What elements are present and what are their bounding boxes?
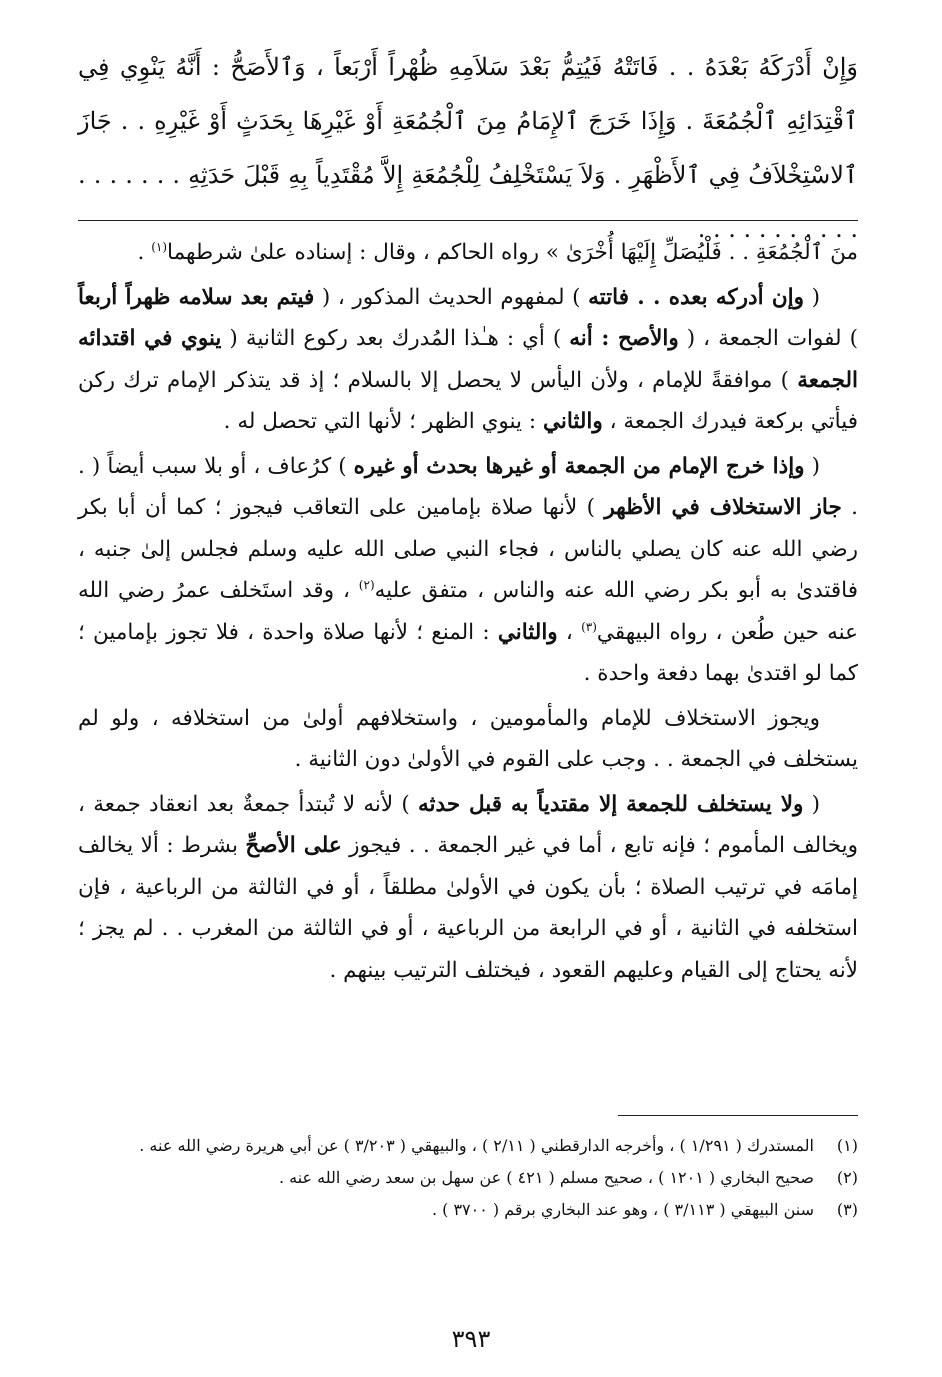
matn-divider — [78, 220, 858, 221]
footnote-3 — [78, 1194, 858, 1226]
matn-quote: على الأصحِّ — [245, 833, 342, 858]
matn-quote: جاز الاستخلاف في الأظهر — [604, 495, 842, 520]
commentary-text: ) لأنه لا تُبتدأ جمعةٌ بعد انعقاد جمعة ، ويخالف المأموم ؛ فإنه تابع ، أما في غير الجمعة . . فيجوز — [78, 791, 858, 858]
commentary-text: ) لفوات الجمعة ، ( — [678, 326, 858, 351]
matn-text: وَإِنْ أَدْرَكَهُ بَعْدَهُ . . فَاتَتْهُ فَيُتِمُّ بَعْدَ سَلاَمِهِ ظُهْراً أَرْبَعاً ، وَٱلأَصَحُّ : أَنَّهُ يَنْوِي فِي ٱقْتِدَائِهِ ٱلْجُمُعَةَ . وَإِذَا خَرَجَ ٱلإِمَامُ مِنَ ٱلْجُمُعَةِ أَوْ غَيْرِهَا بِحَدَثٍ أَوْ غَيْرِهِ . . جَازَ ٱلاسْتِخْلاَفُ فِي ٱلأَظْهَرِ . وَلاَ يَسْتَخْلِفُ لِلْجُمُعَةِ إِلاَّ مُقْتَدِياً بِهِ قَبْلَ حَدَثِهِ . . . . . . . . . . . . . . . . . . — [78, 53, 858, 243]
footnote-number: (٣) — [836, 1200, 858, 1219]
footnote-2 — [78, 1162, 858, 1194]
commentary-text: منَ ٱلْجُمُعَةِ . . فَلْيُصَلِّ إِلَيْهَا أُخْرَىٰ » رواه الحاكم ، وقال : إسناده علىٰ شرطهما — [167, 240, 858, 265]
footnote-ref-1[interactable]: (١) — [151, 239, 168, 254]
matn-quote: فيتم بعد سلامه ظهراً أربعاً — [78, 284, 315, 310]
matn-quote: وإذا خرج الإمام من الجمعة أو غيرها بحدث أو غيره — [353, 453, 805, 479]
commentary-text: ( — [804, 284, 820, 310]
footnote-text: سنن البيهقي ( ٣/١١٣ ) ، وهو عند البخاري برقم ( ٣٧٠٠ ) . — [431, 1200, 814, 1219]
footnote-ref-2[interactable]: (٢) — [358, 577, 375, 592]
commentary-text: ) لمفهوم الحديث المذكور ، ( — [314, 284, 589, 310]
matn-quote: ينوي في اقتدائه الجمعة — [78, 326, 858, 393]
footnote-ref-3[interactable]: (٣) — [581, 619, 597, 634]
commentary-text: ( — [803, 791, 820, 817]
matn-quote: وإن أدركه بعده . . فاتته — [588, 284, 804, 310]
matn-quote: والثاني — [542, 409, 603, 434]
commentary-text: . — [137, 240, 152, 265]
commentary-text: ) أي : هـٰذا المُدرك بعد ركوع الثانية ( — [221, 326, 570, 351]
commentary-text: ، — [557, 619, 582, 645]
footnote-text: المستدرك ( ١/٢٩١ ) ، وأخرجه الدارقطني ( ٢/١١ ) ، والبيهقي ( ٣/٢٠٣ ) عن أبي هريرة رضي الله عنه . — [139, 1136, 814, 1155]
footnote-text: صحيح البخاري ( ١٢٠١ ) ، صحيح مسلم ( ٤٢١ ) عن سهل بن سعد رضي الله عنه . — [278, 1168, 814, 1187]
commentary-text: ) موافقةً للإمام ، ولأن اليأس لا يحصل إلا بالسلام ؛ إذ قد يتذكر الإمام ترك ركن فيأتي بركعة فيدرك الجمعة ، — [78, 367, 858, 434]
commentary-text: بشرط : ألا يخالف إمامَه في ترتيب الصلاة ؛ بأن يكون في الأولىٰ مطلقاً ، أو في الثالثة من الرباعية ، فإن استخلفه في الثانية ، أو في الرابعة من الرباعية ، أو في الثالثة من المغرب . . لم يجز ؛ لأنه يحتاج إلى القيام وعليهم القعود ، فيختلف الترتيب بينهم . — [78, 833, 858, 983]
commentary-text: : ينوي الظهر ؛ لأنها التي تحصل له . — [223, 409, 543, 434]
commentary-text: ) كرُعاف ، أو بلا سبب أيضاً ( . . — [78, 453, 858, 520]
footnote-number: (١) — [836, 1136, 858, 1155]
commentary-text: ) لأنها صلاة بإمامين على التعاقب فيجوز ؛ كما أن أبا بكر رضي الله عنه كان يصلي بالناس ، فجاء النبي صلى الله عليه وسلم فجلس إلىٰ جنبه ، فاقتدىٰ به أبو بكر رضي الله عنه والناس ، متفق عليه — [78, 495, 858, 603]
footnote-divider — [618, 1115, 858, 1116]
commentary-text: ( — [804, 453, 820, 479]
commentary — [78, 232, 858, 991]
commentary-paragraph-4: ويجوز الاستخلاف للإمام والمأمومين ، واستخلافهم أولىٰ من استخلافه ، ولو لم يستخلف في الجمعة . . وجب على القوم في الأولىٰ دون الثانية . — [78, 705, 858, 772]
commentary-paragraph-2 — [78, 277, 858, 443]
matn-quote: والأصح : أنه — [569, 326, 679, 351]
footnotes — [78, 1130, 858, 1226]
commentary-text: ، وقد استَخلف عمرُ رضي الله عنه حين طُعن ، رواه البيهقي — [78, 578, 858, 645]
footnote-1 — [78, 1130, 858, 1162]
commentary-paragraph-3 — [78, 446, 858, 695]
commentary-text: : المنع ؛ لأنها صلاة واحدة ، فلا تجوز بإمامين ؛ كما لو اقتدىٰ بهما دفعة واحدة . — [78, 619, 858, 686]
matn-quote: والثاني — [497, 619, 558, 645]
matn-quote: ولا يستخلف للجمعة إلا مقتدياً به قبل حدثه — [418, 791, 804, 817]
commentary-paragraph-1 — [78, 232, 858, 274]
footnote-number: (٢) — [836, 1168, 858, 1187]
commentary-paragraph-5 — [78, 784, 858, 992]
page-number: ٣٩٣ — [451, 1325, 491, 1353]
